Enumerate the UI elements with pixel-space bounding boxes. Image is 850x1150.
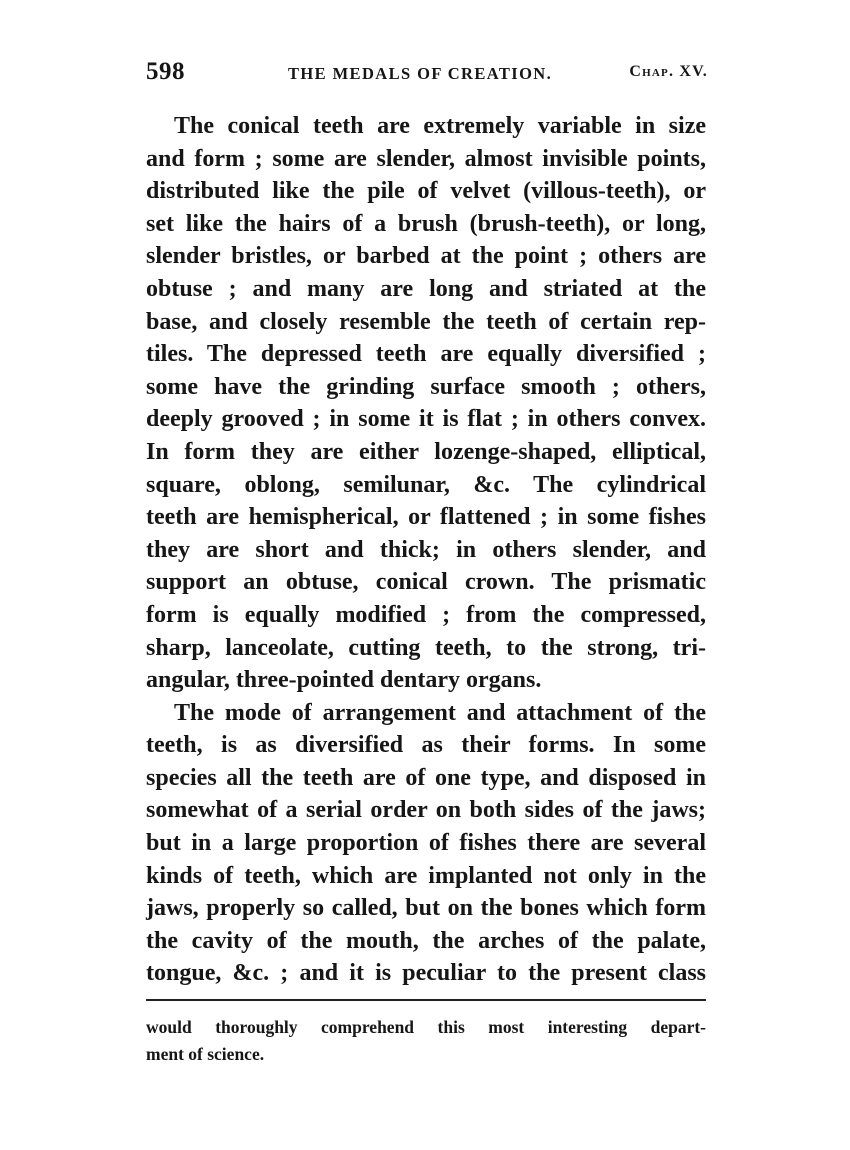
text-line: set like the hairs of a brush (brush-teeth), or long,: [146, 210, 706, 237]
text-line: angular, three-pointed dentary organs.: [146, 667, 542, 694]
text-line: In form they are either lozenge-shaped, elliptical,: [146, 438, 706, 465]
paragraph-2: [146, 697, 706, 990]
paragraph-1: [146, 110, 706, 697]
page-number: 598: [146, 58, 185, 85]
running-title: THE MEDALS OF CREATION.: [288, 64, 553, 83]
text-line: sharp, lanceolate, cutting teeth, to the strong, tri-: [146, 634, 706, 661]
text-line: jaws, properly so called, but on the bones which form: [146, 895, 706, 922]
text-line: square, oblong, semilunar, &c. The cylindrical: [146, 471, 706, 498]
text-line: the cavity of the mouth, the arches of the palate,: [146, 927, 706, 954]
text-line: teeth are hemispherical, or flattened ; in some fishes: [146, 504, 706, 531]
text-line: species all the teeth are of one type, and disposed in: [146, 764, 706, 791]
text-line: The mode of arrangement and attachment of the: [174, 699, 706, 726]
text-line: deeply grooved ; in some it is flat ; in others convex.: [146, 406, 706, 433]
text-line: support an obtuse, conical crown. The prismatic: [146, 569, 706, 596]
text-line: and form ; some are slender, almost invisible points,: [146, 145, 706, 172]
text-line: base, and closely resemble the teeth of certain rep-: [146, 308, 706, 335]
text-line: The conical teeth are extremely variable in size: [174, 113, 706, 139]
text-line: obtuse ; and many are long and striated at the: [146, 275, 706, 302]
text-line: some have the grinding surface smooth ; others,: [146, 373, 706, 400]
text-line: slender bristles, or barbed at the point ; others are: [146, 243, 706, 270]
text-line: form is equally modified ; from the compressed,: [146, 601, 706, 628]
footnote-divider: [146, 999, 706, 1001]
text-line: teeth, is as diversified as their forms. In some: [146, 732, 706, 759]
text-line: tongue, &c. ; and it is peculiar to the present class: [146, 960, 706, 987]
body-text: [146, 110, 706, 990]
text-line: somewhat of a serial order on both sides of the jaws;: [146, 797, 706, 824]
footnote-line: ment of science.: [146, 1044, 265, 1064]
footnote: [146, 1014, 706, 1068]
page-header: [146, 58, 708, 92]
text-line: but in a large proportion of fishes there are several: [146, 830, 706, 857]
text-line: distributed like the pile of velvet (villous-teeth), or: [146, 178, 706, 205]
text-line: they are short and thick; in others slender, and: [146, 536, 706, 563]
text-line: kinds of teeth, which are implanted not only in the: [146, 862, 706, 889]
text-line: tiles. The depressed teeth are equally diversified ;: [146, 341, 706, 368]
chapter-label: Chap. XV.: [629, 63, 708, 80]
footnote-line: would thoroughly comprehend this most interesting depart-: [146, 1017, 706, 1037]
